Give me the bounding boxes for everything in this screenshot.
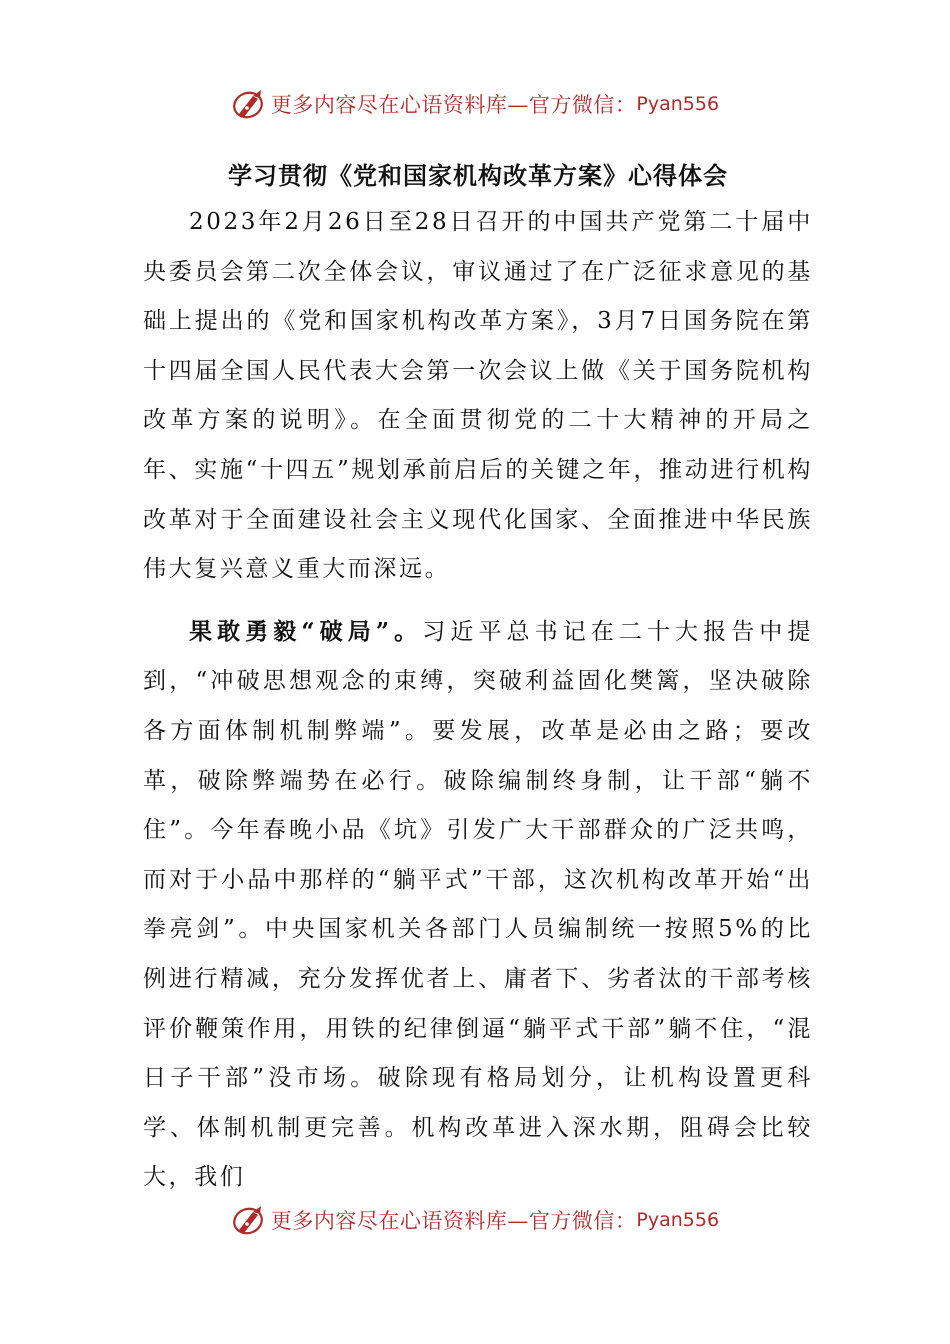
- pen-nib-logo-icon: [231, 1203, 269, 1237]
- footer-banner-text: 更多内容尽在心语资料库—官方微信：: [270, 1209, 637, 1233]
- paragraph-break-situation: [143, 607, 813, 1203]
- header-banner-text: 更多内容尽在心语资料库—官方微信：: [270, 93, 637, 117]
- paragraph-intro: 2023年2月26日至28日召开的中国共产党第二十届中央委员会第二次全体会议，审议通过了在广泛征求意见的基础上提出的《党和国家机构改革方案》，3月7日国务院在第十四届全国人民代表大会第一次会议上做《关于国务院机构改革方案的说明》。在全面贯彻党的二十大精神的开局之年、实施“十四五”规划承前启后的关键之年，推动进行机构改革对于全面建设社会主义现代化国家、全面推进中华民族伟大复兴意义重大而深远。: [143, 209, 813, 583]
- paragraph-body-text: 习近平总书记在二十大报告中提到，“冲破思想观念的束缚，突破利益固化樊篱，坚决破除各方面体制机制弊端”。要发展，改革是必由之路；要改革，破除弊端势在必行。破除编制终身制，让干部“躺不住”。今年春晚小品《坑》引发广大干部群众的广泛共鸣，而对于小品中那样的“躺平式”干部，这次机构改革开始“出拳亮剑”。中央国家机关各部门人员编制统一按照5%的比例进行精减，充分发挥优者上、庸者下、劣者汰的干部考核评价鞭策作用，用铁的纪律倒逼“躺平式干部”躺不住，“混日子干部”没市场。破除现有格局划分，让机构设置更科学、体制机制更完善。机构改革进入深水期，阻碍会比较大，我们: [143, 618, 814, 1191]
- header-watermark-banner: [0, 84, 950, 124]
- paragraph-lead-heading: 果敢勇毅“破局”。: [189, 617, 423, 645]
- document-body: [143, 154, 813, 1203]
- footer-wechat-id: Pyan556: [636, 1209, 720, 1231]
- footer-watermark-banner: [0, 1200, 950, 1240]
- document-title: 学习贯彻《党和国家机构改革方案》心得体会: [228, 161, 728, 190]
- pen-nib-logo-icon: [231, 87, 269, 121]
- header-wechat-id: Pyan556: [636, 93, 720, 115]
